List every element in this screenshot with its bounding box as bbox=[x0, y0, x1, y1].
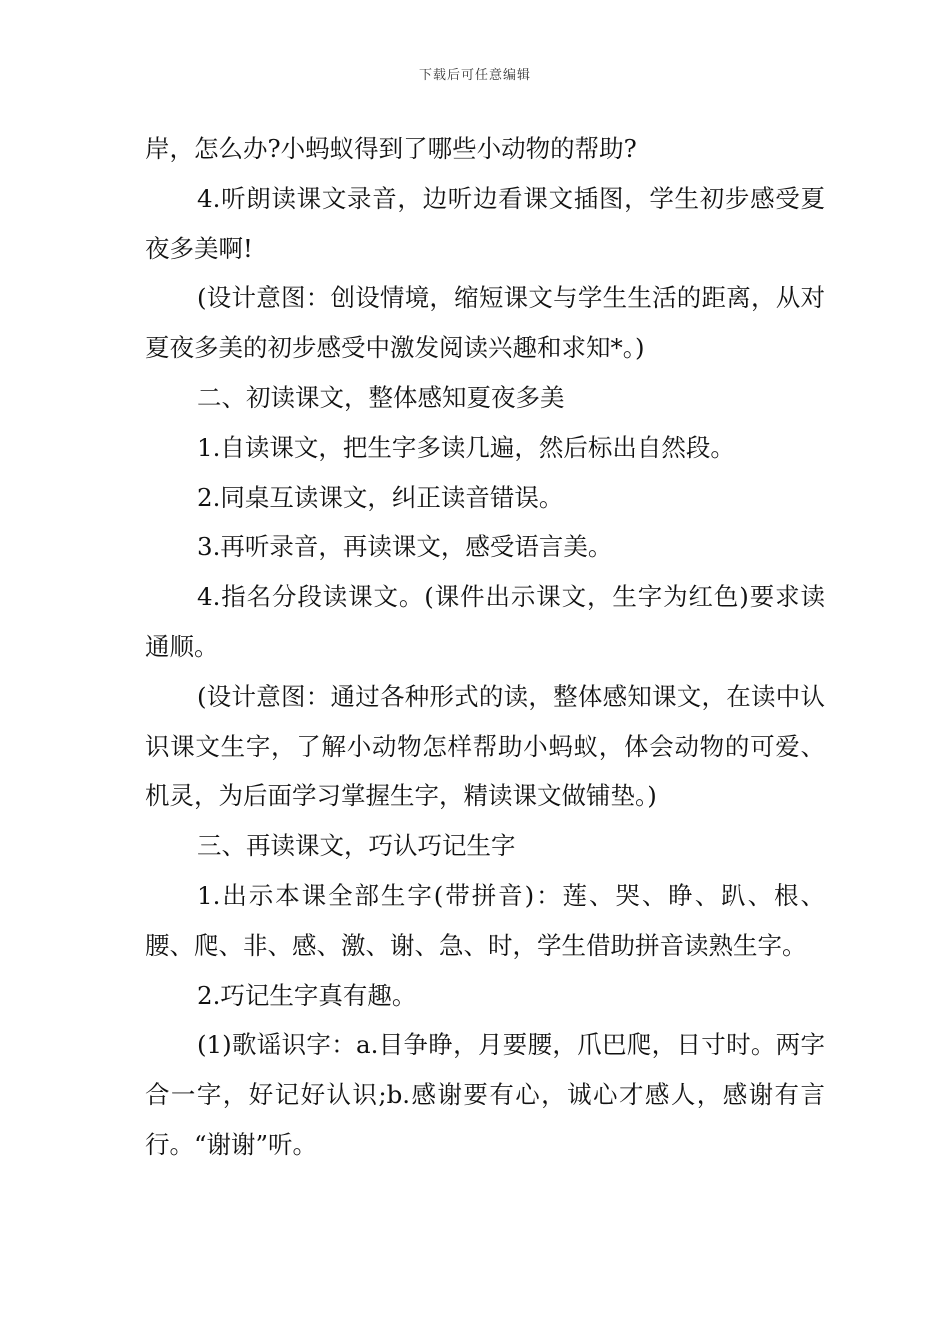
paragraph-step-4-listen: 4.听朗读课文录音，边听边看课文插图，学生初步感受夏夜多美啊! bbox=[145, 183, 825, 263]
paragraph-step-3-listen-again: 3.再听录音，再读课文，感受语言美。 bbox=[197, 532, 613, 562]
paragraph-design-intent-1: (设计意图：创设情境，缩短课文与学生生活的距离，从对夏夜多美的初步感受中激发阅读兴趣和求知*。) bbox=[145, 283, 825, 363]
section-heading-2: 二、初读课文，整体感知夏夜多美 bbox=[197, 382, 565, 412]
document-body bbox=[145, 124, 825, 1170]
paragraph-fun-memory: 2.巧记生字真有趣。 bbox=[197, 980, 417, 1010]
section-heading-3: 三、再读课文，巧认巧记生字 bbox=[197, 831, 516, 861]
paragraph-step-4-section-read: 4.指名分段读课文。(课件出示课文，生字为红色)要求读通顺。 bbox=[145, 582, 825, 661]
paragraph-rhyme-literacy: (1)歌谣识字：a.目争睁，月要腰，爪巴爬，日寸时。两字合一字，好记好认识;b.感谢要有心，诚心才感人，感谢有言行。“谢谢”听。 bbox=[145, 1030, 825, 1159]
paragraph-new-characters: 1.出示本课全部生字(带拼音)：莲、哭、睁、趴、根、腰、爬、非、感、激、谢、急、时，学生借助拼音读熟生字。 bbox=[145, 880, 825, 960]
paragraph-continuation: 岸，怎么办?小蚂蚁得到了哪些小动物的帮助? bbox=[145, 134, 637, 163]
paragraph-design-intent-2: (设计意图：通过各种形式的读，整体感知课文，在读中认识课文生字，了解小动物怎样帮助小蚂蚁，体会动物的可爱、机灵，为后面学习掌握生字，精读课文做铺垫。) bbox=[145, 681, 825, 811]
paragraph-step-1-self-read: 1.自读课文，把生字多读几遍，然后标出自然段。 bbox=[197, 432, 735, 462]
page-header: 下载后可任意编辑 bbox=[418, 68, 531, 83]
paragraph-step-2-pair-read: 2.同桌互读课文，纠正读音错误。 bbox=[197, 482, 564, 512]
